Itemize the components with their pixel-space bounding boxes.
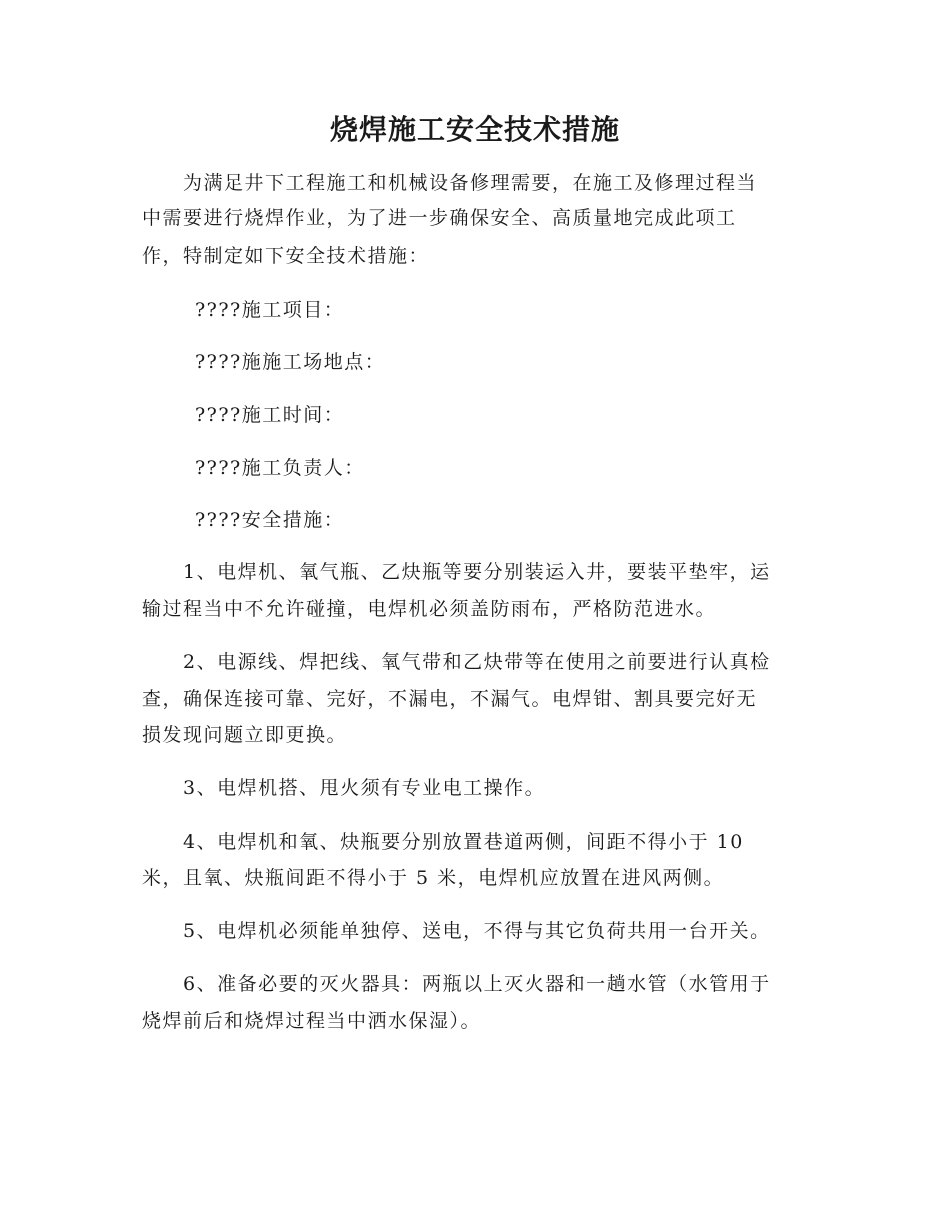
- intro-line-3: 作，特制定如下安全技术措施：: [142, 245, 430, 267]
- measure-2-line-1: 2、电源线、焊把线、氧气带和乙炔带等在使用之前要进行认真检: [183, 651, 771, 673]
- document-title: 烧焊施工安全技术措施: [329, 113, 620, 146]
- measure-1-line-1: 1、电焊机、氧气瓶、乙炔瓶等要分别装运入井，要装平垫牢，运: [183, 561, 771, 583]
- field-time: ????施工时间：: [195, 404, 345, 426]
- measure-5-line-1: 5、电焊机必须能单独停、送电，不得与其它负荷共用一台开关。: [183, 920, 771, 942]
- measure-2-line-2: 查，确保连接可靠、完好，不漏电，不漏气。电焊钳、割具要完好无: [142, 688, 758, 710]
- field-safety: ????安全措施：: [195, 509, 345, 531]
- field-location: ????施施工场地点：: [195, 351, 386, 373]
- field-responsible: ????施工负责人：: [195, 457, 365, 479]
- intro-line-2: 中需要进行烧焊作业，为了进一步确保安全、高质量地完成此项工: [142, 207, 737, 229]
- measure-4-line-2: 米，且氧、炔瓶间距不得小于 5 米，电焊机应放置在进风两侧。: [142, 867, 725, 889]
- field-project: ????施工项目：: [195, 299, 345, 321]
- measure-3-line-1: 3、电焊机搭、甩火须有专业电工操作。: [183, 777, 546, 799]
- measure-1-line-2: 输过程当中不允许碰撞，电焊机必须盖防雨布，严格防范进水。: [142, 598, 717, 620]
- intro-line-1: 为满足井下工程施工和机械设备修理需要，在施工及修理过程当: [183, 172, 758, 194]
- measure-2-line-3: 损发现问题立即更换。: [142, 724, 348, 746]
- measure-6-line-2: 烧焊前后和烧焊过程当中洒水保湿）。: [142, 1010, 482, 1032]
- measure-6-line-1: 6、准备必要的灭火器具：两瓶以上灭火器和一趟水管（水管用于: [183, 973, 771, 995]
- measure-4-line-1: 4、电焊机和氧、炔瓶要分别放置巷道两侧，间距不得小于 10: [183, 831, 744, 853]
